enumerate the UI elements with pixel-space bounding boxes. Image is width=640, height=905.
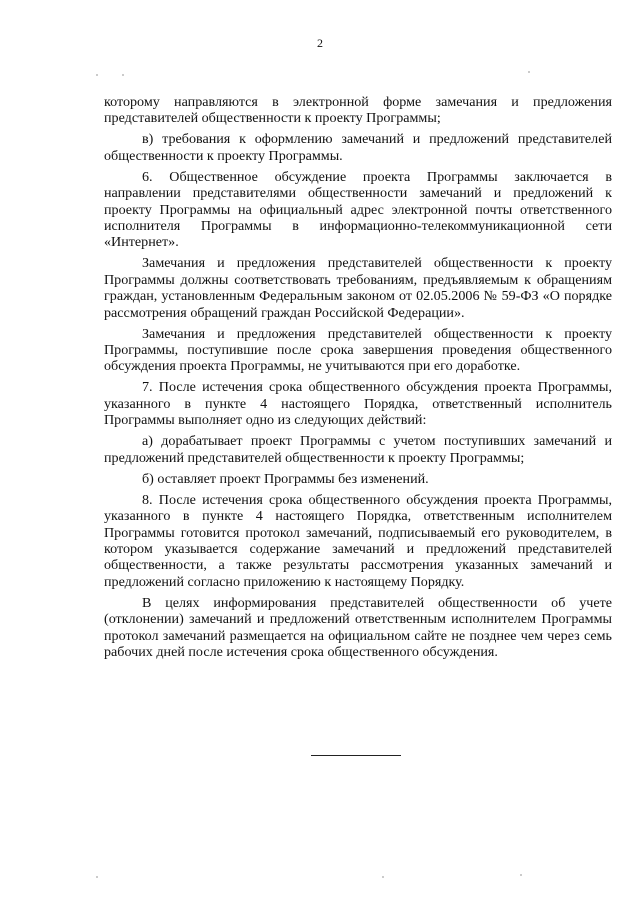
paragraph-item-v: в) требования к оформлению замечаний и предложений представителей общественности к проекту Программы. [104,131,612,164]
paragraph-clause-8: 8. После истечения срока общественного обсуждения проекта Программы, указанного в пункте 4 настоящего Порядка, ответственным исполнителем Программы готовится протокол замечаний, подписываемый его руководителем, в котором указывается содержание замечаний и предложений представителей общественности, а также результаты рассмотрения указанных замечаний и предложений согласно приложению к настоящему Порядку. [104,491,612,590]
paragraph-late-submissions: Замечания и предложения представителей общественности к проекту Программы, поступившие после срока завершения проведения общественного обсуждения проекта Программы, не учитываются при его доработке. [104,325,612,375]
paragraph-clause-7: 7. После истечения срока общественного обсуждения проекта Программы, указанного в пункте 4 настоящего Порядка, ответственный исполнитель Программы выполняет одно из следующих действий: [104,379,612,429]
scan-speck [528,71,530,73]
scan-speck [122,74,124,76]
closing-separator-line [311,755,401,756]
scan-speck [96,74,98,76]
scan-speck [96,876,98,878]
paragraph-clause-6: 6. Общественное обсуждение проекта Программы заключается в направлении представителями общественности замечаний и предложений к проекту Программы на официальный адрес электронной почты ответственного исполнителя Программы в информационно-телекоммуникационной сети «Интернет». [104,168,612,251]
document-body [104,94,612,665]
scan-speck [520,874,522,876]
page-number: 2 [317,36,323,50]
paragraph-item-a: а) дорабатывает проект Программы с учетом поступивших замечаний и предложений представителей общественности к проекту Программы; [104,433,612,466]
paragraph-continuation: которому направляются в электронной форме замечания и предложения представителей общественности к проекту Программы; [104,94,612,127]
scan-speck [382,876,384,878]
paragraph-requirements: Замечания и предложения представителей общественности к проекту Программы должны соответствовать требованиям, предъявляемым к обращениям граждан, установленным Федеральным законом от 02.05.2006 № 59-ФЗ «О порядке рассмотрения обращений граждан Российской Федерации». [104,255,612,321]
paragraph-informing: В целях информирования представителей общественности об учете (отклонении) замечаний и предложений ответственным исполнителем Программы протокол замечаний размещается на официальном сайте не позднее чем через семь рабочих дней после истечения срока общественного обсуждения. [104,594,612,660]
paragraph-item-b: б) оставляет проект Программы без изменений. [142,470,429,487]
